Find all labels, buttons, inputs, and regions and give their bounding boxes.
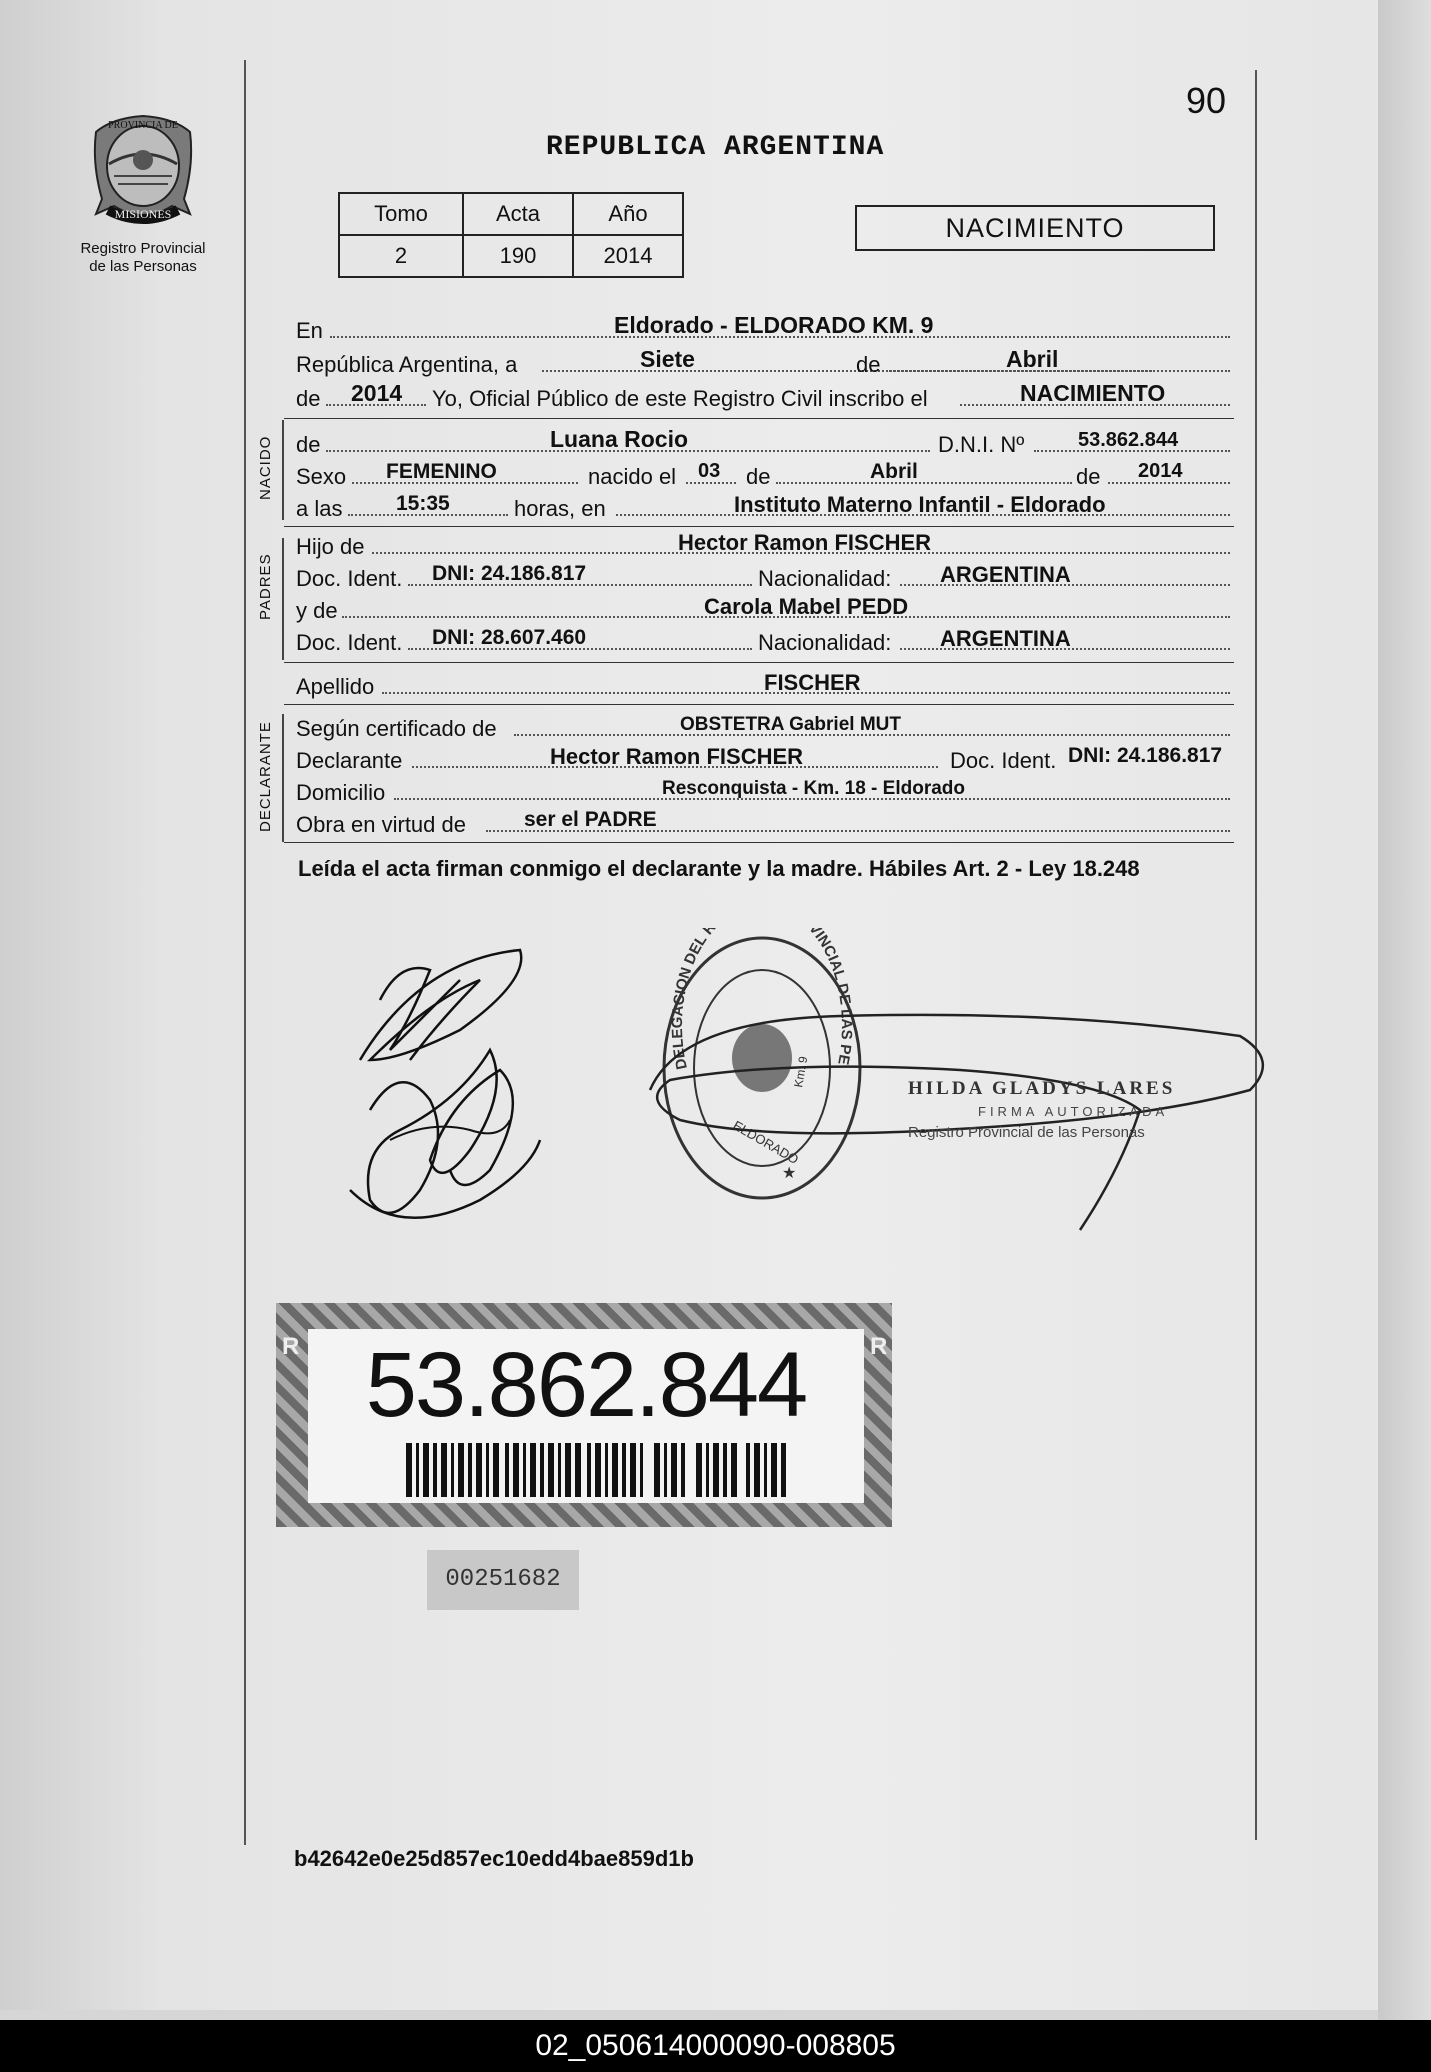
padres-bracket xyxy=(282,538,284,660)
nacionalidad-label: Nacionalidad: xyxy=(758,630,892,655)
stamp-star-icon: ★ xyxy=(782,1163,797,1182)
row-apellido xyxy=(296,670,1236,704)
place-value: Eldorado - ELDORADO KM. 9 xyxy=(614,312,934,338)
doc-ident-label: Doc. Ident. xyxy=(950,748,1057,773)
birth-time-value: 15:35 xyxy=(396,492,450,515)
logo-caption-line1: Registro Provincial xyxy=(80,240,206,257)
stamp-round-text: DELEGACION DEL R VINCIAL DE LAS PE xyxy=(668,928,856,1072)
act-reference-table xyxy=(338,192,684,278)
republica-label: República Argentina, a xyxy=(296,352,518,377)
row-hijo-de xyxy=(296,530,1236,564)
section-divider xyxy=(284,418,1234,419)
child-name-value: Luana Rocio xyxy=(550,426,689,452)
row-hora xyxy=(296,492,1236,526)
row-inscribe xyxy=(296,380,1236,416)
declarante-label: Declarante xyxy=(296,748,403,773)
right-margin-line xyxy=(1255,70,1257,1840)
domicilio-label: Domicilio xyxy=(296,780,386,805)
y-de-label: y de xyxy=(296,598,338,623)
father-nationality-value: ARGENTINA xyxy=(940,562,1071,587)
declarante-value: Hector Ramon FISCHER xyxy=(550,744,804,769)
acta-header: Acta xyxy=(463,193,573,235)
control-number: 00251682 xyxy=(427,1550,579,1610)
nacido-el-label: nacido el xyxy=(588,464,677,489)
mother-doc-value: DNI: 28.607.460 xyxy=(432,626,587,649)
document-hash: b42642e0e25d857ec10edd4bae859d1b xyxy=(294,1846,694,1871)
sexo-label: Sexo xyxy=(296,464,347,489)
doc-ident-label: Doc. Ident. xyxy=(296,630,403,655)
birth-day-value: 03 xyxy=(698,460,721,482)
sexo-value: FEMENINO xyxy=(386,460,497,483)
certificado-label: Según certificado de xyxy=(296,716,497,741)
day-words-value: Siete xyxy=(640,346,695,372)
birth-month-value: Abril xyxy=(870,460,918,483)
section-divider xyxy=(284,842,1234,843)
seal-top-text: PROVINCIA DE xyxy=(108,120,178,131)
official-name-stamp: HILDA GLADYS LARES xyxy=(908,1078,1176,1099)
birth-year-value: 2014 xyxy=(1138,460,1183,482)
page-edge xyxy=(1378,0,1431,2020)
hijo-de-label: Hijo de xyxy=(296,534,365,559)
row-mother-doc xyxy=(296,626,1236,660)
domicilio-value: Resconquista - Km. 18 - Eldorado xyxy=(662,778,965,799)
row-father-doc xyxy=(296,562,1236,596)
certificado-value: OBSTETRA Gabriel MUT xyxy=(680,714,901,735)
seal-bottom-text: MISIONES xyxy=(114,207,172,221)
obra-label: Obra en virtud de xyxy=(296,812,466,837)
brand-r-icon: R xyxy=(282,1333,300,1360)
declarant-signature xyxy=(340,940,560,1245)
official-org-stamp: Registro Provincial de las Personas xyxy=(908,1124,1145,1141)
page-number: 90 xyxy=(1186,80,1227,121)
birth-place-value: Instituto Materno Infantil - Eldorado xyxy=(734,492,1106,517)
ano-header: Año xyxy=(573,193,683,235)
child-dni-value: 53.862.844 xyxy=(1078,429,1179,451)
stamp-inner-text: ELDORADO xyxy=(730,1117,802,1168)
section-divider xyxy=(284,704,1234,705)
apellido-value: FISCHER xyxy=(764,670,861,695)
left-margin-line xyxy=(244,60,246,1845)
brand-r-icon: R xyxy=(870,1333,888,1360)
de-label: de xyxy=(856,352,881,377)
tomo-value: 2 xyxy=(339,235,463,277)
doc-ident-label: Doc. Ident. xyxy=(296,566,403,591)
father-name-value: Hector Ramon FISCHER xyxy=(678,530,932,555)
ano-value: 2014 xyxy=(573,235,683,277)
row-domicilio xyxy=(296,780,1236,810)
footer-id: 02_050614000090-008805 xyxy=(535,2029,896,2062)
nacido-side-label: NACIDO xyxy=(257,435,274,500)
barcode-number: 53.862.844 xyxy=(365,1334,807,1436)
year-value: 2014 xyxy=(351,380,403,406)
father-doc-value: DNI: 24.186.817 xyxy=(432,562,587,585)
logo-caption xyxy=(58,240,228,276)
document-title: REPUBLICA ARGENTINA xyxy=(546,132,885,163)
de-label: de xyxy=(1076,464,1101,489)
footer-id-bar xyxy=(0,2020,1431,2072)
row-certificado xyxy=(296,716,1236,746)
closing-note: Leída el acta firman conmigo el declarante y la madre. Hábiles Art. 2 - Ley 18.248 xyxy=(298,856,1140,881)
official-role-stamp: FIRMA AUTORIZADA xyxy=(978,1104,1169,1119)
row-nacido-name xyxy=(296,426,1236,462)
row-sexo xyxy=(296,460,1236,494)
declarante-doc-value: DNI: 24.186.817 xyxy=(1068,744,1223,767)
row-y-de xyxy=(296,594,1236,628)
barcode-panel xyxy=(308,1329,864,1503)
official-signature xyxy=(640,1000,1280,1245)
de-label: de xyxy=(746,464,771,489)
en-label: En xyxy=(296,318,323,343)
declarante-bracket xyxy=(282,714,284,842)
row-declarante xyxy=(296,744,1236,778)
nacionalidad-label: Nacionalidad: xyxy=(758,566,892,591)
inscribe-value: NACIMIENTO xyxy=(1020,380,1166,406)
padres-side-label: PADRES xyxy=(257,553,274,620)
tomo-header: Tomo xyxy=(339,193,463,235)
mother-name-value: Carola Mabel PEDD xyxy=(704,594,909,619)
apellido-label: Apellido xyxy=(296,674,375,699)
dni-label: D.N.I. Nº xyxy=(938,432,1025,457)
a-las-label: a las xyxy=(296,496,343,521)
row-obra xyxy=(296,808,1236,842)
row-republica xyxy=(296,346,1236,382)
stamp-km-text: Km. 9 xyxy=(791,1055,811,1089)
dni-barcode-label xyxy=(276,1303,892,1527)
province-seal-logo xyxy=(84,104,202,234)
declarante-side-label: DECLARANTE xyxy=(257,721,274,832)
section-divider xyxy=(284,662,1234,663)
row-en xyxy=(296,312,1236,348)
barcode-bars xyxy=(406,1443,786,1497)
de-year-label: de xyxy=(296,386,321,411)
horas-en-label: horas, en xyxy=(514,496,606,521)
dotted-line xyxy=(776,482,1072,484)
de-label: de xyxy=(296,432,321,457)
acta-value: 190 xyxy=(463,235,573,277)
month-value: Abril xyxy=(1006,346,1059,372)
section-divider xyxy=(284,526,1234,527)
mother-nationality-value: ARGENTINA xyxy=(940,626,1071,651)
inscribe-label: Yo, Oficial Público de este Registro Civil inscribo el xyxy=(432,386,928,411)
obra-value: ser el PADRE xyxy=(524,808,657,831)
act-type-box: NACIMIENTO xyxy=(855,205,1215,251)
nacido-bracket xyxy=(282,420,284,520)
logo-caption-line2: de las Personas xyxy=(89,258,197,275)
